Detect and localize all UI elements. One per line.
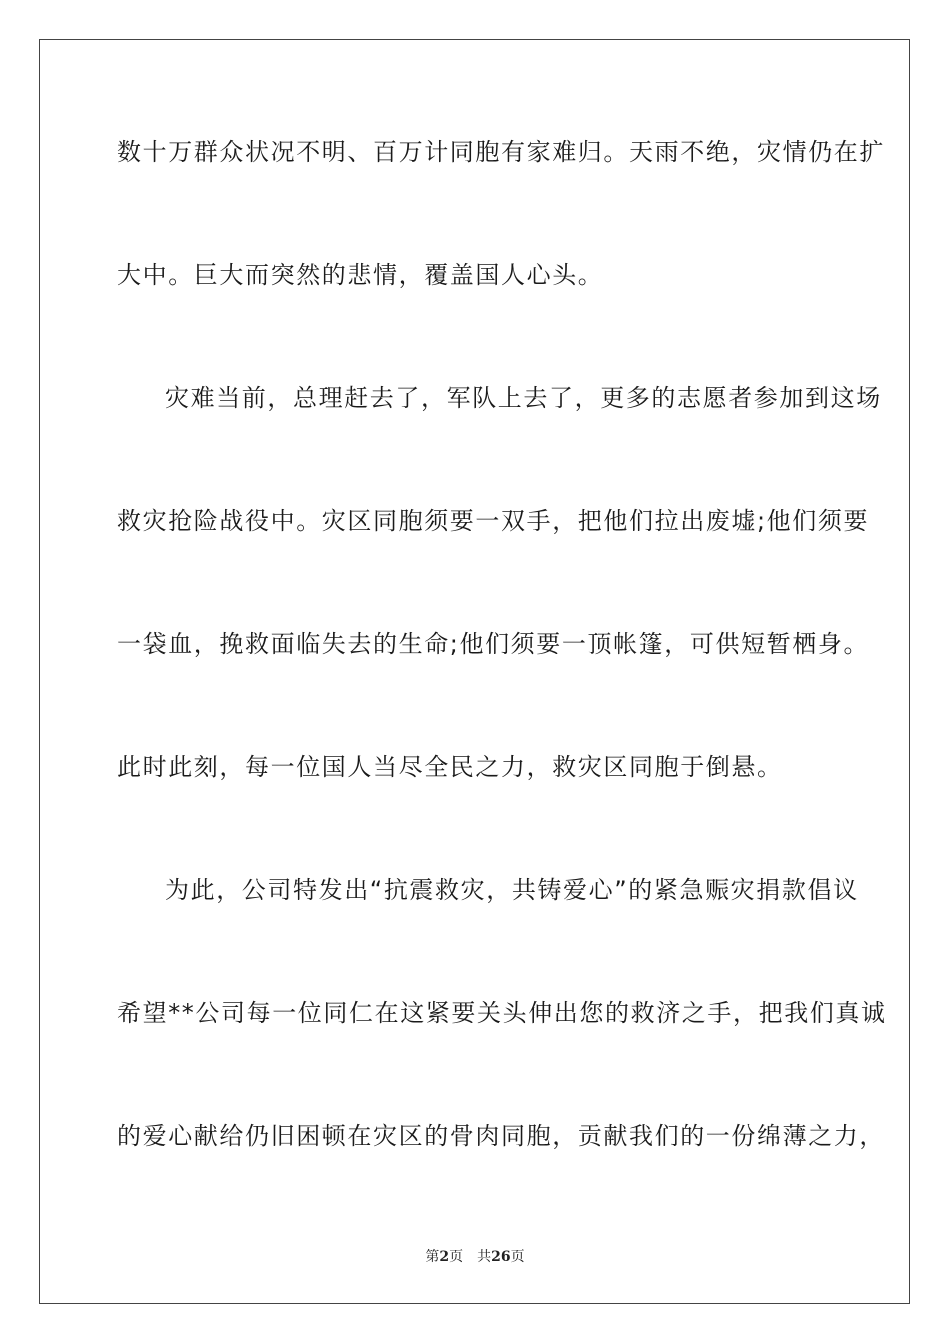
total-suffix: 页 — [510, 1249, 525, 1265]
page-suffix: 页 — [449, 1249, 464, 1265]
page-prefix: 第 — [425, 1249, 440, 1265]
total-prefix: 共 — [477, 1249, 492, 1265]
body-line-7: 为此，公司特发出“抗震救灾，共铸爱心”的紧急赈灾捐款倡议 — [165, 876, 859, 904]
page-footer — [0, 1248, 950, 1266]
body-line-4: 救灾抢险战役中。灾区同胞须要一双手，把他们拉出废墟;他们须要 — [117, 507, 870, 535]
body-line-1: 数十万群众状况不明、百万计同胞有家难归。天雨不绝，灾情仍在扩 — [117, 138, 885, 166]
body-line-9: 的爱心献给仍旧困顿在灾区的骨肉同胞，贡献我们的一份绵薄之力， — [117, 1122, 885, 1150]
body-line-6: 此时此刻，每一位国人当尽全民之力，救灾区同胞于倒悬。 — [117, 753, 783, 781]
total-pages: 26 — [491, 1249, 511, 1265]
body-line-3: 灾难当前，总理赶去了，军队上去了，更多的志愿者参加到这场 — [165, 384, 882, 412]
page-border — [39, 39, 910, 1304]
body-line-2: 大中。巨大而突然的悲情，覆盖国人心头。 — [117, 261, 604, 289]
body-line-8: 希望**公司每一位同仁在这紧要关头伸出您的救济之手，把我们真诚 — [117, 999, 887, 1027]
body-line-5: 一袋血，挽救面临失去的生命;他们须要一顶帐篷，可供短暂栖身。 — [117, 630, 870, 658]
page-number: 2 — [439, 1249, 450, 1265]
